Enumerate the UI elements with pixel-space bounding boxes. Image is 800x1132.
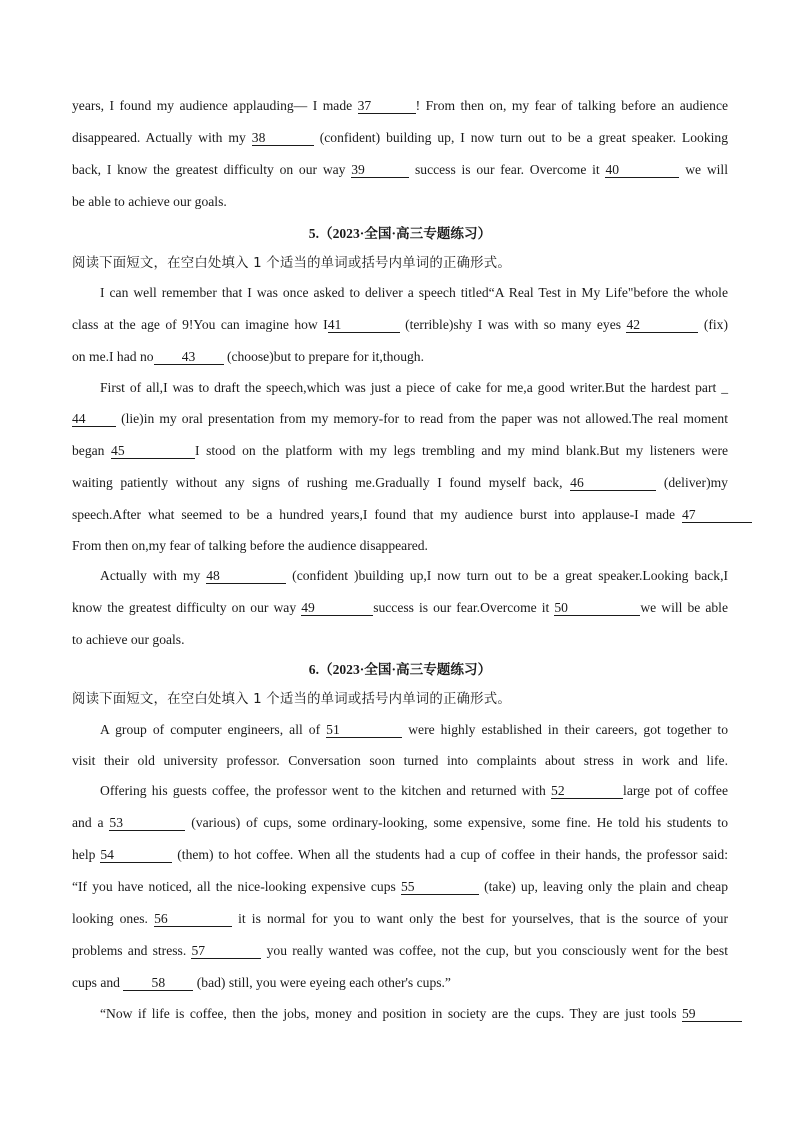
paragraph-line: visit their old university professor. Conversation soon turned into complaints about stress in work and life. [72,753,728,768]
blank-37[interactable]: 37 [358,98,416,114]
blank-58[interactable]: 58 [123,975,193,991]
paragraph-line: speech.After what seemed to be a hundred years,I found that my audience burst into applause-I made 47 [72,507,752,523]
paragraph-line: be able to achieve our goals. [72,194,227,209]
blank-48[interactable]: 48 [206,568,286,584]
blank-56[interactable]: 56 [154,911,232,927]
paragraph-line: looking ones. 56 it is normal for you to want only the best for yourselves, that is the source of your [72,911,729,926]
blank-49[interactable]: 49 [301,600,373,616]
paragraph-line: class at the age of 9!You can imagine how I41 (terrible)shy I was with so many eyes 42 (fix) [72,317,729,332]
section-5-heading: 5.（2023·全国·高三专题练习） [308,226,492,241]
blank-41[interactable]: 41 [328,317,400,333]
paragraph-line: Actually with my 48 (confident )building up,I now turn out to be a great speaker.Looking back,I [100,568,728,583]
paragraph-line: problems and stress. 57 you really wanted was coffee, not the cup, but you consciously went for the best [72,943,728,958]
paragraph-line: help 54 (them) to hot coffee. When all the students had a cup of coffee in their hands, the professor said: [72,847,728,862]
blank-59[interactable]: 59 [682,1006,742,1022]
blank-45[interactable]: 45 [111,443,195,459]
blank-54[interactable]: 54 [100,847,172,863]
blank-43[interactable]: 43 [154,349,224,365]
paragraph-line: know the greatest difficulty on our way 49 success is our fear.Overcome it 50 we will be able [72,600,728,615]
paragraph-line: waiting patiently without any signs of rushing me.Gradually I found myself back, 46 (deliver)my [72,475,728,490]
paragraph-line: cups and 58 (bad) still, you were eyeing each other's cups.” [72,975,451,990]
paragraph-line: on me.I had no 43 (choose)but to prepare for it,though. [72,349,424,364]
blank-44[interactable]: 44 [72,411,116,427]
blank-57[interactable]: 57 [191,943,261,959]
paragraph-line: “If you have noticed, all the nice-looking expensive cups 55 (take) up, leaving only the plain and cheap [72,879,728,894]
paragraph-line: years, I found my audience applauding— I made 37 ! From then on, my fear of talking before an audience [72,98,729,113]
blank-46[interactable]: 46 [570,475,656,491]
paragraph-line: to achieve our goals. [72,632,185,647]
blank-40[interactable]: 40 [605,162,679,178]
section-5-instruction: 阅读下面短文，在空白处填入 1 个适当的单词或括号内单词的正确形式。 [72,256,511,271]
blank-51[interactable]: 51 [326,722,402,738]
blank-42[interactable]: 42 [626,317,698,333]
blank-39[interactable]: 39 [351,162,409,178]
blank-53[interactable]: 53 [109,815,185,831]
blank-38[interactable]: 38 [252,130,314,146]
paragraph-line: From then on,my fear of talking before the audience disappeared. [72,538,428,553]
section-6-instruction: 阅读下面短文，在空白处填入 1 个适当的单词或括号内单词的正确形式。 [72,692,511,707]
paragraph-line: and a 53 (various) of cups, some ordinary-looking, some expensive, some fine. He told his students to [72,815,728,830]
paragraph-line: back, I know the greatest difficulty on our way 39 success is our fear. Overcome it 40 we will [72,162,728,177]
paragraph-line: 44 (lie)in my oral presentation from my memory-for to read from the paper was not allowed.The real moment [72,411,728,426]
paragraph-line: First of all,I was to draft the speech,which was just a piece of cake for me,a good writer.But the hardest part _ [100,380,728,395]
paragraph-line: I can well remember that I was once asked to deliver a speech titled“A Real Test in My Life"before the whole [100,285,728,300]
blank-52[interactable]: 52 [551,783,623,799]
section-6-heading: 6.（2023·全国·高三专题练习） [308,662,492,677]
blank-50[interactable]: 50 [554,600,640,616]
paragraph-line: Offering his guests coffee, the professor went to the kitchen and returned with 52 large pot of coffee [100,783,728,798]
paragraph-line: “Now if life is coffee, then the jobs, money and position in society are the cups. They are just tools 59 [100,1006,742,1022]
blank-47[interactable]: 47 [682,507,752,523]
blank-55[interactable]: 55 [401,879,479,895]
paragraph-line: A group of computer engineers, all of 51 were highly established in their careers, got together to [100,722,728,737]
paragraph-line: began 45 I stood on the platform with my legs trembling and my mind blank.But my listeners were [72,443,729,458]
paragraph-line: disappeared. Actually with my 38 (confident) building up, I now turn out to be a great speaker. Looking [72,130,728,145]
